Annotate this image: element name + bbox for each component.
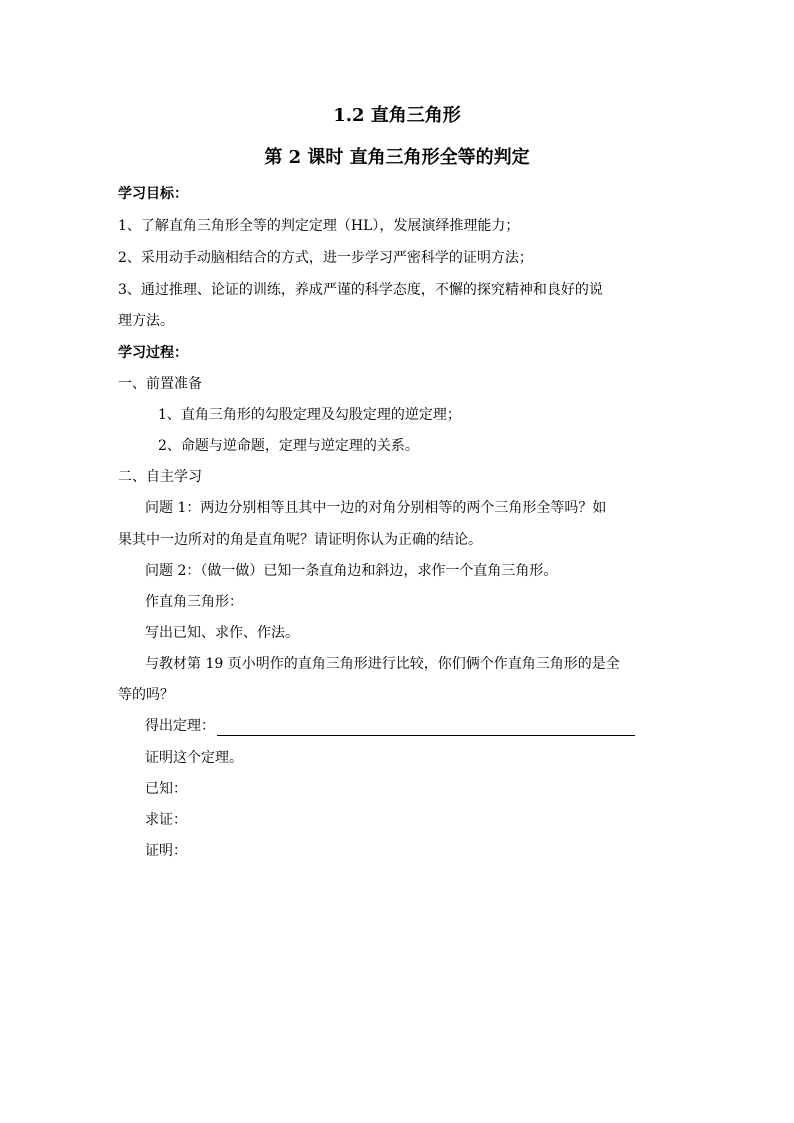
objective-item-2: 2、采用动手动脑相结合的方式，进一步学习严密科学的证明方法； <box>118 250 533 266</box>
process-heading: 学习过程： <box>118 345 188 361</box>
question-1-line-2: 果其中一边所对的角是直角呢？请证明你认为正确的结论。 <box>118 532 482 548</box>
question-1-line-1: 问题 1：两边分别相等且其中一边的对角分别相等的两个三角形全等吗？如 <box>145 500 607 516</box>
section-self-study-heading: 二、自主学习 <box>118 469 202 485</box>
theorem-answer-blank[interactable] <box>217 719 635 736</box>
compare-line-2: 等的吗？ <box>118 687 174 703</box>
objective-item-1: 1、了解直角三角形全等的判定定理（HL），发展演绎推理能力； <box>118 218 520 234</box>
page-title: 1.2 直角三角形 <box>333 105 461 126</box>
to-prove-label: 求证： <box>145 812 187 828</box>
question-2: 问题 2：（做一做）已知一条直角边和斜边，求作一个直角三角形。 <box>145 563 558 579</box>
objective-item-3-continued: 理方法。 <box>118 313 174 329</box>
proof-label: 证明： <box>145 843 187 859</box>
preparation-item-2: 2、命题与逆命题，定理与逆定理的关系。 <box>158 438 419 454</box>
write-instruction: 写出已知、求作、作法。 <box>145 625 299 641</box>
section-preparation-heading: 一、前置准备 <box>118 376 202 392</box>
compare-line-1: 与教材第 19 页小明作的直角三角形进行比较，你们俩个作直角三角形的是全 <box>145 656 620 672</box>
construct-instruction: 作直角三角形： <box>145 594 243 610</box>
preparation-item-1: 1、直角三角形的勾股定理及勾股定理的逆定理； <box>158 407 461 423</box>
objective-item-3: 3、通过推理、论证的训练，养成严谨的科学态度，不懈的探究精神和良好的说 <box>118 282 603 298</box>
theorem-row <box>145 716 705 736</box>
prove-instruction: 证明这个定理。 <box>145 750 243 766</box>
objectives-heading: 学习目标： <box>118 186 188 202</box>
page-subtitle: 第 2 课时 直角三角形全等的判定 <box>264 147 530 168</box>
given-label: 已知： <box>145 781 187 797</box>
theorem-label: 得出定理： <box>145 718 215 734</box>
